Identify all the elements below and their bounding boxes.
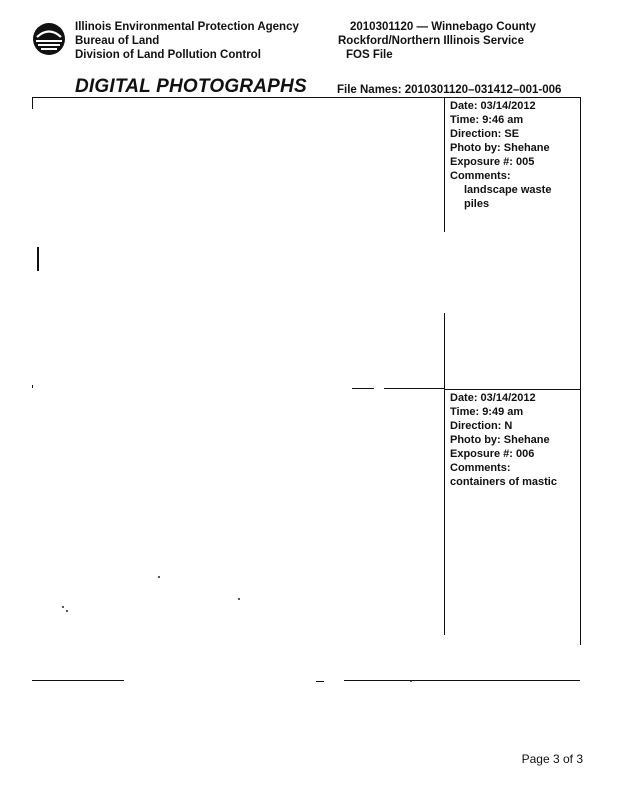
scan-mark — [37, 247, 39, 271]
photo-1-exposure: Exposure #: 005 — [450, 156, 535, 168]
photo-2-photographer: Photo by: Shehane — [450, 434, 550, 446]
photo-1-bottom-border-fragment — [352, 388, 374, 389]
page-number: Page 3 of 3 — [521, 752, 583, 766]
division-name: Division of Land Pollution Control — [75, 49, 261, 61]
table-right-border — [580, 97, 581, 645]
site-header — [338, 20, 536, 62]
photo-2-exposure: Exposure #: 006 — [450, 448, 535, 460]
photo-1-divider-upper — [444, 98, 445, 232]
scan-speck — [158, 576, 160, 578]
photo-1-comment-line: landscape waste — [464, 184, 552, 196]
scan-speck — [62, 606, 64, 608]
photo-2-date: Date: 03/14/2012 — [450, 392, 536, 404]
table-bottom-border-right — [344, 680, 580, 681]
table-left-border-tick — [32, 97, 33, 109]
photo-1-time: Time: 9:46 am — [450, 114, 524, 126]
table-bottom-border-fragment — [316, 681, 324, 682]
agency-header — [75, 20, 299, 62]
left-border-fragment — [32, 385, 33, 388]
illinois-epa-logo-icon — [32, 22, 66, 56]
bureau-name: Bureau of Land — [75, 35, 160, 47]
photo-2-info — [450, 391, 557, 489]
photo-2-comment-line: containers of mastic — [450, 476, 557, 488]
photo-1-direction: Direction: SE — [450, 128, 520, 140]
photo-1-photographer: Photo by: Shehane — [450, 142, 550, 154]
photo-2-time: Time: 9:49 am — [450, 406, 524, 418]
photo-2-direction: Direction: N — [450, 420, 513, 432]
table-bottom-border-left — [32, 680, 124, 681]
photo-2-comments-label: Comments: — [450, 462, 511, 474]
scan-speck — [410, 680, 412, 682]
photo-1-date: Date: 03/14/2012 — [450, 100, 536, 112]
file-names: File Names: 2010301120–031412–001-006 — [337, 84, 562, 96]
photo-divider-lower — [444, 313, 445, 635]
photo-1-bottom-border-right — [444, 389, 580, 390]
file-type: FOS File — [346, 49, 393, 61]
agency-name: Illinois Environmental Protection Agency — [75, 21, 299, 33]
page-title: DIGITAL PHOTOGRAPHS — [75, 76, 307, 97]
photo-1-comment-line: piles — [464, 198, 490, 210]
photo-1-info — [450, 99, 551, 211]
table-top-border — [32, 97, 580, 98]
site-name: Rockford/Northern Illinois Service — [338, 35, 524, 47]
photo-1-comments-label: Comments: — [450, 170, 511, 182]
scan-speck — [238, 598, 240, 600]
photo-1-bottom-border-left — [384, 388, 444, 389]
site-id-county: 2010301120 — Winnebago County — [350, 21, 536, 33]
scan-speck — [66, 610, 68, 612]
